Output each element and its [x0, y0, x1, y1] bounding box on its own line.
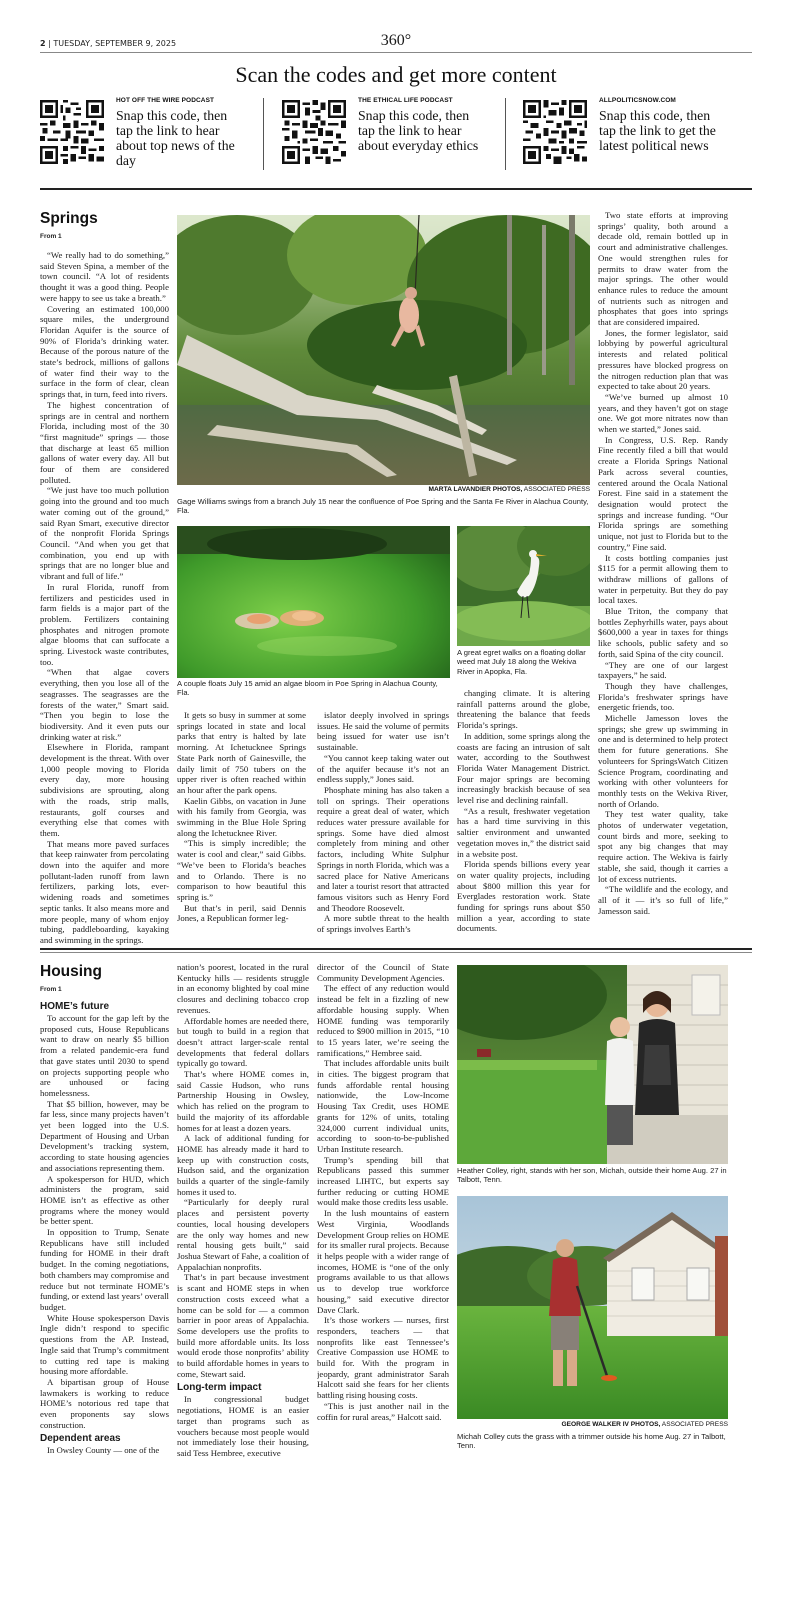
housing-photo1-caption: Heather Colley, right, stands with her son, Michah, outside their home Aug. 27 in Talbott, Tenn. — [457, 1166, 727, 1185]
promo-title: Scan the codes and get more content — [235, 62, 557, 87]
folio-date-text: TUESDAY, SEPTEMBER 9, 2025 — [53, 39, 177, 48]
paragraph: But that’s in peril, said Dennis Jones, a Republican former leg- — [177, 902, 306, 924]
springs-jump-from: From 1 — [40, 233, 62, 240]
photo-colley-family — [457, 965, 728, 1164]
paragraph: “As a result, freshwater vegetation has a hard time surviving in this saltier environment and unwanted vegetation moves in,” the district said in a website post. — [457, 805, 590, 859]
springs-photo1-credit — [177, 486, 590, 493]
promo-text-1: Snap this code, then tap the link to hear about top news of the day — [116, 108, 235, 168]
housing-col-3 — [317, 962, 449, 1558]
paragraph: Elsewhere in Florida, rampant development is the threat. With over 1,000 people moving to Florida every day, more housing subdivisions are sprouting, along with the roads, strip malls, restaurants, golf courses and everything else that comes with them. — [40, 742, 169, 838]
promo-text-2: Snap this code, then tap the link to hear about everyday ethics — [358, 108, 479, 153]
promo-label-3: ALLPOLITICSNOW.COM — [599, 97, 676, 104]
paragraph: “Particularly for deeply rural places and persistent poverty counties, local housing developers are the only way homes and new rental housing gets built,” said Joshua Stewart of Fahe, a coalition of Appalachian nonprofits. — [177, 1197, 309, 1272]
paragraph: Phosphate mining has also taken a toll on springs. Their operations require a great deal of water, which reduces water pressure available for springs. Some have died almost completely from mining and other factors, including White Sulphur Springs in north Florida, which was a sacred place for Native Americans and later a tourist resort that attracted famous visitors such as Henry Ford and Theodore Roosevelt. — [317, 784, 449, 913]
paragraph: It’s those workers — nurses, first responders, teachers — that nonprofits like east Tennessee’s Creative Compassion use HOME to build for. With the program in jeopardy, grant administrator Sarah Halcott said she fears for her clients battling rising housing costs. — [317, 1315, 449, 1401]
paragraph: That means more paved surfaces that keep rainwater from percolating down into the aquifer and more pollutant-laden runoff from lawn fertilizers, parking lots, ever-widening roads and sometimes septic tanks. It also means more and more people, many of whom enjoy tubing, paddleboarding, kayaking and swimming in the springs. — [40, 838, 169, 945]
housing-photo2-caption: Michah Colley cuts the grass with a trimmer outside his home Aug. 27 in Talbott, Tenn. — [457, 1432, 726, 1451]
paragraph: To account for the gap left by the proposed cuts, House Republicans want to draw on nearly $5 billion from a related pandemic-era fund that gave states until 2030 to spend on projects supporting people who are unhoused or facing homelessness. — [40, 1013, 169, 1098]
paragraph: The effect of any reduction would instead be felt in a fizzling of new affordable housing supply. When HOME funding was temporarily reduced to $900 million in 2015, “10 to 15 years later, we’re seeing the ramifications,” Hembree said. — [317, 983, 449, 1058]
paragraph: Two state efforts at improving springs’ quality, both around a decade old, remain bottled up in court and administrative challenges. One would strengthen rules for permits to draw water from the major springs. The other would enhance rules to reduce the amount of nutrients such as nitrogen and phosphates that goes into springs that are considered impaired. — [598, 210, 728, 328]
springs-photo2-caption: A couple floats July 15 amid an algae bloom in Poe Spring in Alachua County, Fla. — [177, 679, 438, 698]
paragraph: That $5 billion, however, may be far less, since many projects haven’t yet been logged into the U.S. Department of Housing and Urban Development’s tracking system, according to state housing agencies and associations representing them. — [40, 1098, 169, 1173]
paragraph: Kaelin Gibbs, on vacation in June with his family from Georgia, was swimming in the Blue Hole Spring along the Ichetucknee River. — [177, 795, 306, 838]
promo-label-1: HOT OFF THE WIRE PODCAST — [116, 97, 215, 104]
photo-lawn-trimmer — [457, 1196, 728, 1419]
qr-code-2[interactable] — [282, 100, 346, 164]
housing-col-2 — [177, 962, 309, 1558]
springs-photo1-caption: Gage Williams swings from a branch July 15 near the confluence of Poe Spring and the Santa Fe River in Alachua County, Fla. — [177, 497, 589, 516]
paragraph: In Owsley County — one of the — [47, 1445, 160, 1456]
paragraph: In opposition to Trump, Senate Republicans have still included funding for HOME in their draft budget. In the coming negotiations, both chambers may compromise and reduce but not terminate HOME’s funding, or extend last years’ overall budget. — [40, 1227, 169, 1312]
qr-code-3[interactable] — [523, 100, 587, 164]
paragraph: A lack of additional funding for HOME has already made it hard to keep up with construction costs, Hudson said, and the organization builds a quarter of the single-family homes it used to. — [177, 1133, 309, 1197]
paragraph: “We’ve burned up almost 10 years, and they haven’t got on stage one. We got more nitrates now than when we started,” Jones said. — [598, 391, 728, 435]
folio-rule — [40, 52, 752, 53]
photo-agency: ASSOCIATED PRESS — [661, 1421, 728, 1428]
housing-jump-from: From 1 — [40, 986, 62, 993]
promo-text-3: Snap this code, then tap the link to get the latest political news — [599, 108, 716, 153]
paragraph: That’s in part because investment is scant and HOME steps in when construction costs exceed what a home can be sold for — a common barrier in poor areas of Appalachia. Some developers use the profits to build more affordable units. Its loss would erode those nonprofits’ ability to build affordable homes in years to come, Stewart said. — [177, 1272, 309, 1379]
photographer-name: MARTA LAVANDIER PHOTOS, — [428, 486, 523, 493]
housing-subhead-homes-future: HOME’s future — [40, 1001, 110, 1012]
paragraph: It gets so busy in summer at some springs located in state and local parks that entry is halted by late morning. At Ichetucknee Springs State Park north of Gainesville, the daily limit of 750 tubers on the upper river is often reached within an hour after the park opens. — [177, 710, 306, 795]
paragraph: In rural Florida, runoff from fertilizers and pesticides used in farm fields is a major part of the problem. Fertilizers containing phosphates and nitrogen promote algae blooms that can suffocate a spring. Livestock waste contributes, too. — [40, 581, 169, 667]
promo-divider-2 — [505, 98, 506, 170]
photo-river-swing — [177, 215, 590, 485]
section-divider — [40, 948, 752, 950]
section-divider-thin — [40, 952, 752, 953]
paragraph: Blue Triton, the company that bottles Zephyrhills water, pays about $600,000 a year in taxes for things like schools, public safety and so forth, said Spina of the city council. — [598, 606, 728, 659]
housing-subhead-dependent-areas: Dependent areas — [40, 1433, 121, 1445]
paragraph: A more subtle threat to the health of springs involves Earth’s — [317, 913, 449, 935]
paragraph: In addition, some springs along the coasts are facing an intrusion of salt water, according to the Southwest Florida Water Management District. Four major springs are becoming increasingly brackish because of sea level rise and declining rainfall. — [457, 730, 590, 806]
springs-col-5 — [598, 210, 728, 1042]
housing-headline: Housing — [40, 963, 102, 980]
paragraph: A spokesperson for HUD, which administers the program, said HOME isn’t as effective as other programs where the money would be better spent. — [40, 1173, 169, 1227]
photo-algae-float — [177, 526, 450, 678]
springs-headline: Springs — [40, 210, 98, 227]
paragraph: islator deeply involved in springs issues. He said the volume of permits being issued for water use isn’t sustainable. — [317, 710, 449, 753]
section-flag: 360° — [380, 32, 412, 49]
springs-photo3-caption: A great egret walks on a floating dollar weed mat July 18 along the Wekiva River in Apopka, Fla. — [457, 648, 586, 676]
paragraph: “We just have too much pollution going into the ground and too much water coming out of the ground,” said Ryan Smart, executive director of the nonprofit Florida Springs Council. “And when you get that combination, you end up with springs that are no longer blue and vibrant and full of life.” — [40, 485, 169, 582]
qr-code-1[interactable] — [40, 100, 104, 164]
paragraph: That includes affordable units built in cities. The biggest program that funds affordable rental housing nationwide, the Low-Income Housing Tax Credit, uses HOME grants for 12% of units, totaling 324,000 current individual units, according to soon-to-be-published Urban Institute research. — [317, 1058, 449, 1154]
paragraph: changing climate. It is altering rainfall patterns around the globe, threatening the balance that feeds Florida’s springs. — [457, 688, 590, 731]
paragraph: They test water quality, take photos of underwater vegetation, count birds and more, seeking to spot any big changes that may require action. The Wekiva is fairly stable, she said, though it carries a lot of excess nutrients. — [598, 809, 728, 884]
paragraph: It costs bottling companies just $115 for a permit allowing them to withdraw millions of gallons of water in perpetuity. But they do pay local taxes. — [598, 552, 728, 606]
page-number: 2 — [40, 39, 46, 48]
paragraph: nation’s poorest, located in the rural Kentucky hills — residents struggle in an economy blighted by coal mine closures and declining tobacco crop revenues. — [177, 962, 309, 1015]
paragraph: Covering an estimated 100,000 square miles, the underground Floridan Aquifer is the source of 90% of Florida’s drinking water. Because of the porous nature of the state’s bedrock, millions of gallons of water find their way to the surface in the form of clear, clean springs that, in turn, feed into rivers. — [40, 303, 169, 400]
paragraph: The highest concentration of springs are in central and northern Florida, including most of the 30 “first magnitude” springs — those that discharge at least 65 million gallons of water every day. All but four of them are considered polluted. — [40, 399, 169, 485]
paragraph: “The wildlife and the ecology, and all of it — it’s so full of life,” Jamesson said. — [598, 884, 728, 916]
paragraph: “This is just another nail in the coffin for rural areas,” Halcott said. — [317, 1400, 449, 1422]
springs-col-1 — [40, 250, 169, 1042]
folio-sep: | — [48, 39, 54, 48]
paragraph: Florida spends billions every year on water quality projects, including about $800 million this year for Everglades restoration work. State funding for springs runs about $50 million a year, according to state documents. — [457, 859, 590, 934]
housing-col-1 — [40, 998, 169, 1558]
promo-bottom-rule — [40, 188, 752, 190]
paragraph: In congressional budget negotiations, HOME is an easier target than programs such as vouchers because most people would not immediately lose their housing, said Tess Hembree, executive — [177, 1394, 309, 1458]
paragraph: “We really had to do something,” said Steven Spina, a member of the town council. “A lot of residents thought it was a good thing. People were happy to see us take a breath.” — [40, 250, 169, 303]
paragraph: “They are one of our largest taxpayers,” he said. — [598, 659, 728, 681]
housing-subhead-long-term-impact: Long-term impact — [177, 1382, 262, 1394]
photo-agency: ASSOCIATED PRESS — [523, 486, 590, 493]
promo-divider-1 — [263, 98, 264, 170]
paragraph: Though they have challenges, Florida’s freshwater springs have energetic friends, too. — [598, 680, 728, 713]
paragraph: A bipartisan group of House lawmakers is working to reduce HOME’s notorious red tape that even proponents say slows construction. — [40, 1376, 169, 1430]
photographer-name: GEORGE WALKER IV PHOTOS, — [561, 1421, 661, 1428]
paragraph: director of the Council of State Community Development Agencies. — [317, 962, 449, 983]
paragraph: Trump’s spending bill that Republicans passed this summer increased LIHTC, but experts say further reducing or cutting HOME would make those credits less usable. — [317, 1154, 449, 1208]
paragraph: “When that algae covers everything, then you lose all of the seagrasses. The seagrasses are the forests of the water,” Smart said. “Then you begin to lose the biodiversity. And it even puts our drinking water at risk.” — [40, 667, 169, 742]
promo-label-2: THE ETHICAL LIFE PODCAST — [358, 97, 453, 104]
paragraph: “This is simply incredible; the water is cool and clear,” said Gibbs. “We’ve been to Florida’s beaches and to Orlando. There is no comparison to how beautiful this spring is.” — [177, 838, 306, 902]
photo-egret — [457, 526, 590, 646]
paragraph: White House spokesperson Davis Ingle didn’t respond to specific questions from the AP. Instead, Ingle said that Trump’s commitment to cutting red tape is making housing more affordable. — [40, 1312, 169, 1377]
paragraph: In Congress, U.S. Rep. Randy Fine recently filed a bill that would create a Florida Springs National Park across several counties, centered around the Ocala National Forest. Fine said in a statement the designation would protect the springs and increase funding. “Our Florida springs are something unique, not just to Florida but to the country,” Fine said. — [598, 434, 728, 552]
paragraph: Affordable homes are needed there, but tough to build in a region that doesn’t attract larger-scale rental developments that federal dollars typically go toward. — [177, 1015, 309, 1069]
paragraph: That’s where HOME comes in, said Cassie Hudson, who runs Partnership Housing in Owsley, which has relied on the program to build the majority of its affordable homes for at least a dozen years. — [177, 1069, 309, 1133]
paragraph: In the lush mountains of eastern West Virginia, Woodlands Development Group relies on HOME for its smaller rural projects. Because it helps people with a wider range of incomes, HOME is “one of the only programs available to us that allows us to develop true workforce housing,” said executive director Dave Clark. — [317, 1208, 449, 1315]
folio-date — [40, 39, 176, 48]
paragraph: Michelle Jamesson loves the springs; she grew up swimming in one and is determined to help protect them for future generations. She volunteers for SpringsWatch Citizen Science Program, coordinating and working with other volunteers for monthly tests on the Wekiva River, north of Orlando. — [598, 713, 728, 809]
paragraph: Jones, the former legislator, said lobbying by powerful agricultural interests and related political pressures have blocked progress on the nitrogen reduction plan that was expected to take about 20 years. — [598, 327, 728, 392]
paragraph: “You cannot keep taking water out of the aquifer because it’s not an endless supply,” Jones said. — [317, 752, 449, 785]
housing-photo2-credit — [457, 1421, 728, 1428]
